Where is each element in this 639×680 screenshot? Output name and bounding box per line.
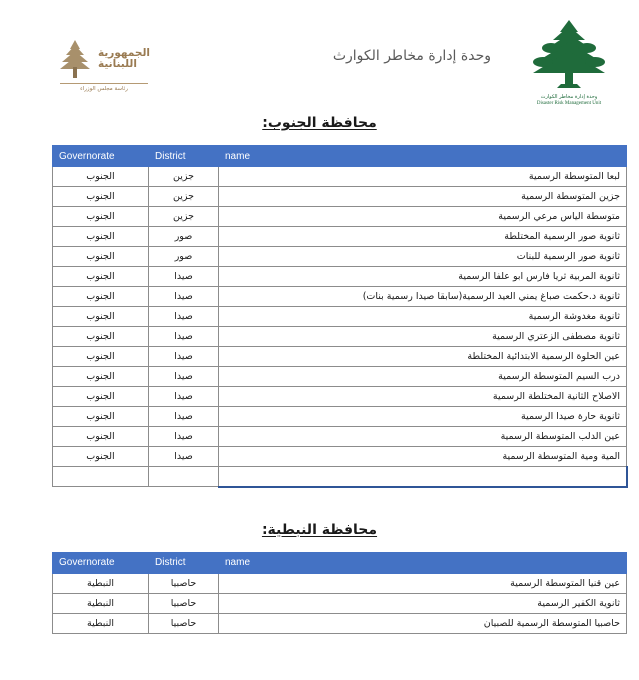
table-body-south bbox=[53, 167, 627, 487]
table-row[interactable] bbox=[53, 613, 627, 633]
schools-table-south bbox=[52, 145, 628, 488]
section-spacer bbox=[0, 488, 639, 522]
cell-governorate[interactable]: الجنوب bbox=[53, 407, 149, 427]
cell-school-name[interactable]: ثانوية الكفير الرسمية bbox=[219, 593, 627, 613]
table-row[interactable] bbox=[53, 367, 627, 387]
cell-school-name[interactable]: ثانوية مصطفى الزعتري الرسمية bbox=[219, 327, 627, 347]
cell-school-name[interactable]: ثانوية صور الرسمية المختلطة bbox=[219, 227, 627, 247]
cell-district[interactable]: صيدا bbox=[149, 327, 219, 347]
cell-school-name[interactable]: ثانوية صور الرسمية للبنات bbox=[219, 247, 627, 267]
section-title-south-text: محافظة الجنوب: bbox=[262, 115, 377, 131]
cell-district[interactable] bbox=[149, 467, 219, 487]
section-title-nabatieh-text: محافظة النبطية: bbox=[261, 521, 378, 538]
cell-district[interactable]: صيدا bbox=[149, 447, 219, 467]
table-row[interactable] bbox=[53, 387, 627, 407]
cell-district[interactable]: جزين bbox=[149, 207, 219, 227]
lebanese-republic-emblem bbox=[48, 38, 160, 104]
drm-unit-logo bbox=[521, 18, 617, 107]
drm-caption-arabic: وحدة إدارة مخاطر الكوارث bbox=[540, 94, 598, 100]
cell-governorate[interactable]: الجنوب bbox=[53, 327, 149, 347]
cedar-tree-icon-brown bbox=[58, 38, 92, 80]
cell-governorate[interactable]: الجنوب bbox=[53, 347, 149, 367]
table-row[interactable] bbox=[53, 207, 627, 227]
cell-school-name[interactable]: عين قنيا المتوسطة الرسمية bbox=[219, 573, 627, 593]
drm-caption-english: Disaster Risk Management Unit bbox=[536, 100, 602, 106]
cell-school-name[interactable]: جزين المتوسطة الرسمية bbox=[219, 187, 627, 207]
cell-district[interactable]: صيدا bbox=[149, 347, 219, 367]
cell-district[interactable]: صيدا bbox=[149, 367, 219, 387]
table-header-row bbox=[53, 146, 627, 167]
cell-district[interactable]: حاصبيا bbox=[149, 573, 219, 593]
table-row[interactable] bbox=[53, 307, 627, 327]
cell-district[interactable]: حاصبيا bbox=[149, 593, 219, 613]
cell-district[interactable]: صيدا bbox=[149, 387, 219, 407]
table-row-empty[interactable] bbox=[53, 467, 627, 487]
section-title-nabatieh bbox=[0, 522, 639, 538]
cell-school-name[interactable]: عين الحلوة الرسمية الابتدائية المختلطة bbox=[219, 347, 627, 367]
cell-governorate[interactable]: الجنوب bbox=[53, 287, 149, 307]
unit-title: وحدة إدارة مخاطر الكوارث bbox=[332, 48, 491, 64]
schools-table-nabatieh bbox=[52, 552, 627, 634]
table-row[interactable] bbox=[53, 427, 627, 447]
cell-school-name[interactable]: لبعا المتوسطة الرسمية bbox=[219, 167, 627, 187]
cell-district[interactable]: صور bbox=[149, 227, 219, 247]
table-body-nabatieh bbox=[53, 573, 627, 633]
table-head-nabatieh bbox=[53, 552, 627, 573]
table-row[interactable] bbox=[53, 327, 627, 347]
emblem-row bbox=[58, 38, 150, 80]
cell-school-name[interactable]: المية ومية المتوسطة الرسمية bbox=[219, 447, 627, 467]
cell-governorate[interactable]: الجنوب bbox=[53, 227, 149, 247]
column-header-name[interactable]: name bbox=[219, 552, 627, 573]
cell-school-name[interactable]: درب السيم المتوسطة الرسمية bbox=[219, 367, 627, 387]
document-header bbox=[0, 0, 639, 115]
cell-governorate[interactable]: الجنوب bbox=[53, 387, 149, 407]
drm-logo-caption bbox=[537, 95, 601, 107]
table-head-south bbox=[53, 146, 627, 167]
cell-governorate[interactable]: الجنوب bbox=[53, 187, 149, 207]
table-wrap-nabatieh bbox=[0, 552, 639, 634]
cell-district[interactable]: صيدا bbox=[149, 307, 219, 327]
cell-district[interactable]: جزين bbox=[149, 187, 219, 207]
table-row[interactable] bbox=[53, 407, 627, 427]
cell-governorate[interactable]: النبطية bbox=[53, 613, 149, 633]
cell-district[interactable]: صور bbox=[149, 247, 219, 267]
cell-school-name[interactable]: الاصلاح الثانية المختلطة الرسمية bbox=[219, 387, 627, 407]
cell-school-name[interactable]: عين الدلب المتوسطة الرسمية bbox=[219, 427, 627, 447]
cell-governorate[interactable]: الجنوب bbox=[53, 207, 149, 227]
cell-district[interactable]: جزين bbox=[149, 167, 219, 187]
table-row[interactable] bbox=[53, 247, 627, 267]
table-row[interactable] bbox=[53, 593, 627, 613]
cell-district[interactable]: صيدا bbox=[149, 267, 219, 287]
table-row[interactable] bbox=[53, 447, 627, 467]
emblem-subtitle: رئاسة مجلس الوزراء bbox=[60, 83, 148, 92]
cell-governorate[interactable]: الجنوب bbox=[53, 247, 149, 267]
cell-governorate[interactable] bbox=[53, 467, 149, 487]
column-header-district[interactable]: District bbox=[149, 146, 219, 167]
cell-governorate[interactable]: الجنوب bbox=[53, 307, 149, 327]
cell-district[interactable]: صيدا bbox=[149, 427, 219, 447]
cell-school-name[interactable]: ثانوية المربية ثريا فارس ابو علفا الرسمية bbox=[219, 267, 627, 287]
table-row[interactable] bbox=[53, 347, 627, 367]
table-header-row bbox=[53, 552, 627, 573]
cell-school-name[interactable]: حاصبيا المتوسطة الرسمية للصبيان bbox=[219, 613, 627, 633]
cell-district[interactable]: صيدا bbox=[149, 287, 219, 307]
table-row[interactable] bbox=[53, 227, 627, 247]
emblem-arabic-text bbox=[98, 48, 150, 70]
emblem-line-2: اللبنانية bbox=[97, 58, 137, 70]
cell-school-name[interactable]: ثانوية حارة صيدا الرسمية bbox=[219, 407, 627, 427]
cell-governorate[interactable]: النبطية bbox=[53, 593, 149, 613]
section-title-south bbox=[0, 115, 639, 131]
column-header-district[interactable]: District bbox=[149, 552, 219, 573]
table-row[interactable] bbox=[53, 167, 627, 187]
table-wrap-south bbox=[0, 145, 639, 488]
emblem-line-1: الجمهورية bbox=[97, 46, 151, 59]
cell-governorate[interactable]: النبطية bbox=[53, 573, 149, 593]
cell-governorate[interactable]: الجنوب bbox=[53, 267, 149, 287]
cell-school-name[interactable]: متوسطة الياس مرعي الرسمية bbox=[219, 207, 627, 227]
cell-school-name[interactable]: ثانوية مغدوشة الرسمية bbox=[219, 307, 627, 327]
cell-district[interactable]: حاصبيا bbox=[149, 613, 219, 633]
table-row[interactable] bbox=[53, 187, 627, 207]
column-header-governorate[interactable]: Governorate bbox=[53, 146, 149, 167]
column-header-name[interactable]: name bbox=[219, 146, 627, 167]
cell-governorate[interactable]: الجنوب bbox=[53, 367, 149, 387]
table-row[interactable] bbox=[53, 573, 627, 593]
cell-school-name[interactable]: ثانوية د.حكمت صباغ يمني العيد الرسمية(سابقا صيدا رسمية بنات) bbox=[219, 287, 627, 307]
cell-district[interactable]: صيدا bbox=[149, 407, 219, 427]
cedar-tree-icon-green bbox=[529, 18, 609, 94]
cell-governorate[interactable]: الجنوب bbox=[53, 167, 149, 187]
column-header-governorate[interactable]: Governorate bbox=[53, 552, 149, 573]
cell-governorate[interactable]: الجنوب bbox=[53, 427, 149, 447]
table-row[interactable] bbox=[53, 267, 627, 287]
cell-governorate[interactable]: الجنوب bbox=[53, 447, 149, 467]
table-row[interactable] bbox=[53, 287, 627, 307]
cell-school-name[interactable] bbox=[219, 467, 627, 487]
